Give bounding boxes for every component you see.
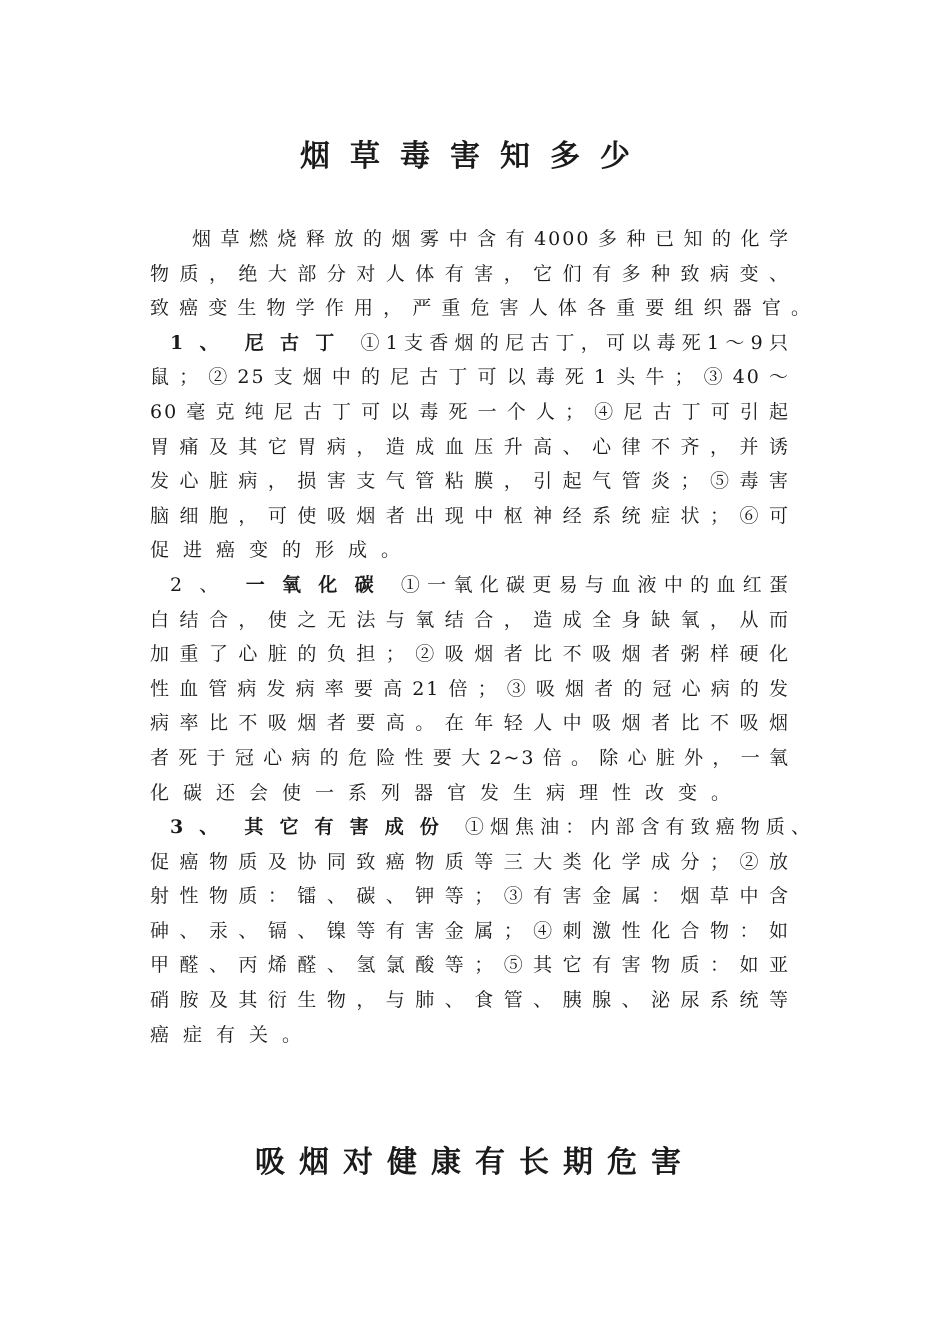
intro-line-2: 物质，绝大部分对人体有害，它们有多种致病变、 — [150, 262, 790, 285]
section-3-line: 硝胺及其衍生物，与肺、食管、胰腺、泌尿系统等 — [150, 989, 790, 1012]
section-3-line: 射性物质：镭、碳、钾等；③有害金属：烟草中含 — [150, 885, 790, 908]
section-3-line: 促癌物质及协同致癌物质等三大类化学成分；②放 — [150, 850, 790, 873]
section-3-number: 3、 — [170, 816, 235, 839]
section-2-first-line — [150, 568, 790, 603]
section-1-first-line — [150, 326, 790, 361]
page-title: 烟草毒害知多少 — [300, 139, 650, 174]
section-1-line: 胃痛及其它胃病，造成血压升高、心律不齐，并诱 — [150, 435, 790, 458]
section-2-line: 者死于冠心病的危险性要大2~3倍。除心脏外，一氧 — [150, 746, 790, 769]
section-2-number: 2、 — [170, 573, 236, 596]
section-3-line: 甲醛、丙烯醛、氢氯酸等；⑤其它有害物质：如亚 — [150, 954, 790, 977]
section-3-first-line — [150, 810, 812, 845]
section-2-first-text: ①一氧化碳更易与血液中的血红蛋 — [400, 573, 790, 596]
section-3-line: 癌症有关。 — [150, 1023, 316, 1046]
intro-line-3: 致癌变生物学作用，严重危害人体各重要组织器官。 — [150, 297, 812, 320]
section-2-line: 白结合，使之无法与氧结合，造成全身缺氧，从而 — [150, 608, 790, 631]
intro-line-1: 烟草燃烧释放的烟雾中含有4000多种已知的化学 — [192, 228, 790, 250]
document-body — [150, 222, 812, 1052]
section-1-line: 促进癌变的形成。 — [150, 539, 415, 562]
section-3-heading: 其它有害成份 — [244, 816, 455, 839]
section-2-line: 加重了心脏的负担；②吸烟者比不吸烟者粥样硬化 — [150, 643, 790, 666]
section-1-line: 60毫克纯尼古丁可以毒死一个人；④尼古丁可引起 — [150, 400, 790, 423]
section-2-line: 化碳还会使一系列器官发生病理性改变。 — [150, 781, 745, 804]
section-1-number: 1、 — [170, 331, 235, 354]
section-1-first-text: ①1支香烟的尼古丁，可以毒死1～9只 — [360, 331, 790, 354]
second-title: 吸烟对健康有长期危害 — [255, 1145, 695, 1180]
section-2-line: 病率比不吸烟者要高。在年轻人中吸烟者比不吸烟 — [150, 712, 790, 735]
section-3-line: 砷、汞、镉、镍等有害金属；④刺激性化合物：如 — [150, 919, 790, 942]
section-1-heading: 尼古丁 — [244, 331, 351, 354]
section-2-heading: 一氧化碳 — [245, 573, 391, 596]
section-1-line: 脑细胞，可使吸烟者出现中枢神经系统症状；⑥可 — [150, 504, 790, 527]
section-1-line: 鼠；②25支烟中的尼古丁可以毒死1头牛；③40～ — [150, 366, 790, 389]
section-2-line: 性血管病发病率要高21倍；③吸烟者的冠心病的发 — [150, 677, 790, 700]
section-1-line: 发心脏病，损害支气管粘膜，引起气管炎；⑤毒害 — [150, 470, 790, 493]
section-3-first-text: ①烟焦油：内部含有致癌物质、 — [464, 816, 812, 839]
